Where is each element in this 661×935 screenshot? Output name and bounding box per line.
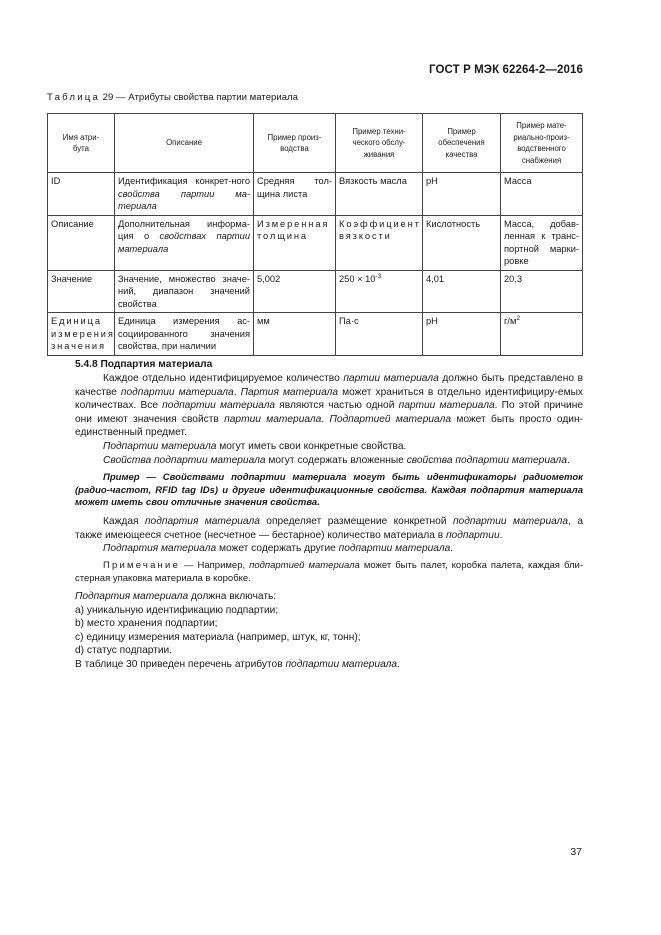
cell-maintenance: Коэффициент вязкости (336, 215, 423, 270)
cell-quality: pH (423, 173, 501, 216)
note-label: Примечание (103, 560, 180, 571)
cell-maintenance: Вязкость масла (336, 173, 423, 216)
paragraph: Каждая подпартия материала определяет размещение конкретной подпартии материала, а также имеющееся счетное (несчетное — бестарное) количество материала в подпартии. (75, 516, 583, 541)
cell-production: 5,002 (254, 270, 336, 313)
table-row (48, 215, 583, 270)
paragraph: Подпартия материала должна включать: (75, 591, 277, 602)
cell-quality: 4,01 (423, 270, 501, 313)
cell-supply: $г/м^2$ (501, 313, 583, 356)
document-header: ГОСТ Р МЭК 62264-2—2016 (429, 64, 583, 76)
cell-name: Значение (48, 270, 115, 313)
cell-description: Дополнительная информа-ция о свойствах партии материала (115, 215, 254, 270)
col-header: Пример мате- риально-произ- водственного снабжения (501, 114, 583, 173)
cell-name: Описание (48, 215, 115, 270)
paragraph: Каждое отдельно идентифицируемое количество партии материала должно быть представлено в качестве подпартии материала. Партия материала может храниться в отдельно идентифициру-емых количествах. Все подпартии материала являются частью одной партии материала. По этой причине они имеют значения свойств партии материала. Подпартией материала может быть просто один-единственный предмет. (75, 373, 584, 439)
col-header: Имя атри- бута (48, 114, 115, 173)
cell-description: Идентификация конкрет-ного свойства партии ма-териала (115, 173, 254, 216)
page-number: 37 (570, 846, 582, 858)
col-header: Пример техни- ческого обслу- живания (336, 114, 423, 173)
cell-description: Значение, множество значе-ний, диапазон значений свойства (115, 270, 254, 313)
table-row (48, 173, 583, 216)
section-title: 5.4.8 Подпартия материала (75, 359, 213, 370)
cell-supply: Масса (501, 173, 583, 216)
cell-quality: Кислотность (423, 215, 501, 270)
col-header: Пример обеспечения качества (423, 114, 501, 173)
list-item: а) уникальную идентификацию подпартии; (75, 604, 279, 616)
cell-supply: 20,3 (501, 270, 583, 313)
cell-maintenance: $250 \times 10^{-3}$ (336, 270, 423, 313)
list-item: b) место хранения подпартии; (75, 618, 218, 630)
table-caption (47, 92, 298, 103)
cell-description: Единица измерения ас-социированного значения свойства, при наличии (115, 313, 254, 356)
paragraph: Свойства подпартии материала могут содержать вложенные свойства подпартии материала. (103, 454, 570, 466)
paragraph: Подпартии материала могут иметь свои конкретные свойства. (103, 440, 407, 452)
table-caption-word: Таблица (47, 92, 101, 103)
cell-maintenance: Па·с (336, 313, 423, 356)
section-body-2 (75, 515, 583, 556)
cell-production: Средняя тол-щина листа (254, 173, 336, 216)
cell-production: Измеренная толщина (254, 215, 336, 270)
col-header: Описание (115, 114, 254, 173)
example-text: Пример — Свойствами подпартии материала могут быть идентификаторы радиометок (радио-частот, RFID tag IDs) и другие идентификационные свойства. Каждая подпартия материала может иметь свои отличные значения свойства. (75, 472, 583, 508)
note-text: Примечание — Например, подпартией материала может быть палет, коробка палета, каждая бли-стерная упаковка материала в коробке. (75, 560, 583, 584)
cell-name: ID (48, 173, 115, 216)
paragraph: Подпартия материала может содержать другие подпартии материала. (103, 543, 454, 555)
col-header: Пример произ- водства (254, 114, 336, 173)
list-item: d) статус подпартии. (75, 645, 173, 657)
requirements-list (75, 590, 583, 672)
list-item: c) единицу измерения материала (например, штук, кг, тонн); (75, 631, 361, 643)
cell-supply: Масса, добав-ленная к транс-портной марки-ровке (501, 215, 583, 270)
table-row (48, 270, 583, 313)
table-row (48, 313, 583, 356)
cell-production: мм (254, 313, 336, 356)
cell-name: Единица измерения значения (48, 313, 115, 356)
table-header-row (48, 114, 583, 173)
section-body (75, 372, 583, 467)
cell-quality: pH (423, 313, 501, 356)
attributes-table (47, 113, 583, 356)
paragraph: В таблице 30 приведен перечень атрибутов подпартии материала. (75, 658, 400, 670)
table-caption-text: 29 — Атрибуты свойства партии материала (100, 92, 298, 103)
